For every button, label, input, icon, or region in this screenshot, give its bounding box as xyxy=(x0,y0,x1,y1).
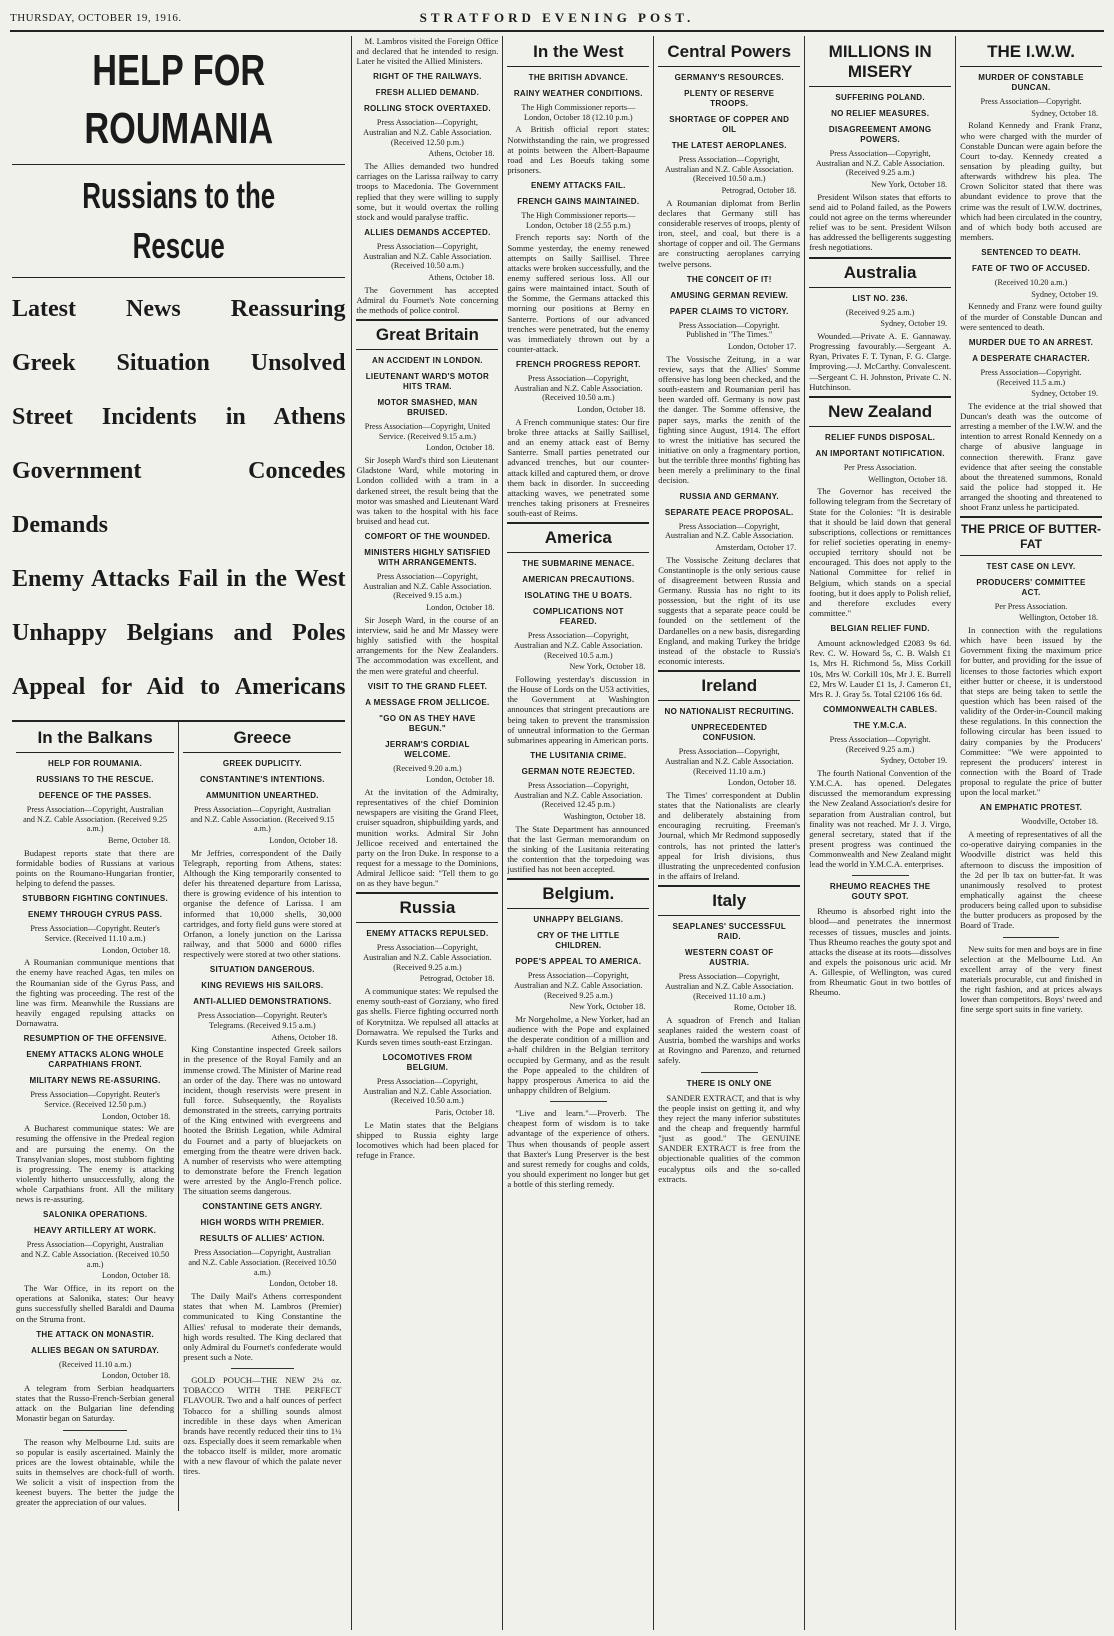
article-heading: KING REVIEWS HIS SAILORS. xyxy=(201,981,324,991)
article-heading: PLENTY OF RESERVE TROOPS. xyxy=(684,89,775,109)
article-heading: RIGHT OF THE RAILWAYS. xyxy=(373,72,482,82)
front-headline-column xyxy=(8,36,352,1630)
article-credit: Press Association—Copyright, Australian and N.Z. Cable Association. (Received 12.45 p.m.) xyxy=(514,780,643,810)
article-heading: SENTENCED TO DEATH. xyxy=(981,248,1081,258)
article-heading: ENEMY ATTACKS ALONG WHOLE CARPATHIANS FRONT. xyxy=(26,1050,164,1070)
article-dateline: Washington, October 18. xyxy=(563,811,646,821)
article-heading: ENEMY ATTACKS FAIL. xyxy=(530,181,626,191)
article-heading: MURDER DUE TO AN ARREST. xyxy=(968,337,1094,347)
article-heading: THE ATTACK ON MONASTIR. xyxy=(36,1329,155,1339)
article-heading: CONSTANTINE'S INTENTIONS. xyxy=(199,775,325,785)
section-title: Central Powers xyxy=(658,38,800,67)
article-dateline: London, October 18. xyxy=(102,1271,171,1281)
newspaper-title: STRATFORD EVENING POST. xyxy=(419,10,695,25)
advertisement-text: "Live and learn."—Proverb. The cheapest form of wisdom is to take advantage of the experience of others. Thus when thousands of people assert that Baxter's Lung Preserver is the best and surest remedy for coughs and colds, you should experiment no longer but get a bottle of this sterling remedy. xyxy=(507,1108,650,1190)
section-title: Australia xyxy=(809,257,951,288)
article-text: A Roumanian communique mentions that the enemy have reached Agas, ten miles on the Roumanian side of the Gyrus Pass, and the fighting was proceeding. The rest of the line was firm. Meanwhile the Russians are heavily engaged repulsing attacks on Dornawatra. xyxy=(16,957,175,1029)
article-text: The Vossische Zeitung, in a war review, says that the Allies' Somme offensive has long been checked, and the south-eastern and Roumanian peril has been warded off. Germany is now past the danger. The Somme offensive, the paper says, marks the zenith of the fighting since August, 1914. The effort to wrest the initiative has secured the initiative on only a fragmentary portion, but the terrible three months' fighting has been merely a preliminary to the final decision. xyxy=(658,353,801,486)
article-text: The Daily Mail's Athens correspondent states that when M. Lambros (Premier) communicated to King Constantine the Allies' refusal to moderate their demands, high words resulted. The King declared that only Admiral du Fournet's confederate would present such a Note. xyxy=(183,1291,342,1362)
article-heading: MOTOR SMASHED, MAN BRUISED. xyxy=(377,398,478,418)
article-dateline: New York, October 18. xyxy=(569,1002,646,1012)
divider xyxy=(701,1072,758,1073)
article-heading: THERE IS ONLY ONE xyxy=(686,1078,772,1088)
article-dateline: London, October 18. xyxy=(102,1371,171,1381)
article-dateline: Petrograd, October 18. xyxy=(419,974,495,984)
newspaper-columns xyxy=(8,36,1106,1630)
article-credit: Press Association—Copyright, Australian and N.Z. Cable Association. (Received 11.10 a.m.) xyxy=(664,747,794,776)
section-title: THE PRICE OF BUTTER-FAT xyxy=(960,516,1102,555)
article-credit: Press Association—Copyright. Published in "The Times." xyxy=(678,320,780,340)
article-heading: DEFENCE OF THE PASSES. xyxy=(38,791,152,801)
article-heading: THE BRITISH ADVANCE. xyxy=(528,73,628,83)
article-dateline: Amsterdam, October 17. xyxy=(715,542,797,552)
article-credit: Press Association—Copyright, Australian and N.Z. Cable Association. (Received 10.5 a.m.) xyxy=(514,631,643,660)
sub-headline: Appeal for Aid to Americans xyxy=(12,674,346,700)
article-credit: The High Commissioner reports— London, October 18 (2.55 p.m.) xyxy=(521,211,636,230)
article-heading: COMPLICATIONS NOT FEARED. xyxy=(532,607,624,627)
section-title: New Zealand xyxy=(809,396,951,427)
article-heading: UNHAPPY BELGIANS. xyxy=(533,915,624,925)
article-heading: AMMUNITION UNEARTHED. xyxy=(205,791,319,801)
section-title: Belgium. xyxy=(507,878,649,909)
article-dateline: Sydney, October 19. xyxy=(880,319,948,329)
article-heading: COMFORT OF THE WOUNDED. xyxy=(364,532,491,542)
article-credit: Press Association—Copyright, Australian and N.Z. Cable Association. (Received 12.50 p.m.) xyxy=(363,118,492,147)
greece-column xyxy=(179,722,345,1511)
article-credit: Press Association—Copyright, Australian and N.Z. Cable Association. (Received 9.15 a.m.) xyxy=(363,572,492,601)
section-title: America xyxy=(507,522,649,553)
section-title: Italy xyxy=(658,885,800,916)
article-heading: MINISTERS HIGHLY SATISFIED WITH ARRANGEMENTS. xyxy=(364,548,491,568)
divider xyxy=(852,875,909,876)
article-heading: SEPARATE PEACE PROPOSAL. xyxy=(664,507,794,517)
article-text: The Governor has received the following telegram from the Secretary of State for the Colonies: "It is desirable that it should be laid down that general subscriptions, collections or remittances for relief societies operating in enemy-occupied territory should not be encouraged. This does not apply to the National Committee for relief in Belgium, which stands on a special footing, but it does apply to Polish relief, and therefore excludes every committee." xyxy=(809,486,952,618)
article-heading: DISAGREEMENT AMONG POWERS. xyxy=(828,125,932,145)
article-heading: ENEMY THROUGH CYRUS PASS. xyxy=(27,910,163,920)
article-heading: VISIT TO THE GRAND FLEET. xyxy=(367,681,488,691)
article-text: Budapest reports state that there are formidable bodies of Russians at various points on the Roumano-Hungarian frontier, helping to defend the passes. xyxy=(16,847,175,889)
article-credit: Press Association—Copyright, Australian and N.Z. Cable Association. (Received 9.15 a.m.) xyxy=(190,805,335,834)
article-credit: Press Association—Copyright. (Received 11.5 a.m.) xyxy=(980,367,1082,387)
article-heading: THE LATEST AEROPLANES. xyxy=(671,141,787,151)
article-heading: LIST NO. 236. xyxy=(852,293,908,303)
article-dateline: Athens, October 18. xyxy=(271,1032,338,1042)
article-heading: GREEK DUPLICITY. xyxy=(222,759,302,769)
article-text: A communique states: We repulsed the enemy south-east of Gorziany, who fired gas shells. Fierce fighting occurred north of Korytnitza. We repulsed all attacks at Dornawatra. We repulsed the Turks and Kurds seven times south-east Erzingan. xyxy=(356,986,499,1047)
sub-headline: Greek Situation Unsolved xyxy=(12,350,346,376)
section-title: THE I.W.W. xyxy=(960,38,1102,67)
article-heading: HELP FOR ROUMANIA. xyxy=(48,759,143,769)
section-title: Greece xyxy=(183,724,341,753)
article-dateline: London, October 18. xyxy=(426,443,495,453)
article-credit: Press Association—Copyright, Australian and N.Z. Cable Association. (Received 10.50 a.m.) xyxy=(188,1248,337,1277)
article-credit: Press Association—Copyright, United Service. (Received 9.15 a.m.) xyxy=(364,422,491,441)
article-text: French reports say: North of the Somme yesterday, the enemy renewed attempts on Sailly Saillisel. Three attacks were broken successfully, and the enemy suffered serious loss. All our gains were maintained intact. South of the Somme, the Germans attacked this morning our positions at Berny en Santerre. Portions of our advanced trenches were penetrated, but the enemy was immediately thrown out by a counter-attack. xyxy=(507,232,650,354)
article-text: Mr Jeffries, correspondent of the Daily Telegraph, reporting from Athens, states: Although the King temporarily consented to defer his threatened departure from Larissa, there is growing evidence of his intention to organise the defence of Larissa. I am informed that 10,000 shells, 30,000 cartridges, and forty field guns were stored at Orfanon, a lonely junction on the Larissa railway, and that 5000 and 6000 rifles respectively were stored at two other stations. xyxy=(183,847,342,960)
article-heading: RESULTS OF ALLIES' ACTION. xyxy=(199,1234,325,1244)
article-text: Following yesterday's discussion in the House of Lords on the U53 activities, the Government at Washington announces that stringent precautions are being taken to prevent the transmission of unneutral information to the German submarines appearing in American ports. xyxy=(507,673,650,745)
article-text: The State Department has announced that the last German memorandum on the sinking of the Lusitania reiterating the contention that the torpedoing was justified has not been accepted. xyxy=(507,823,650,875)
article-credit: Press Association—Copyright, Australian and N.Z. Cable Association. (Received 9.25 a.m.) xyxy=(514,971,643,1000)
divider xyxy=(63,1430,126,1431)
advertisement-text: Rheumo is absorbed right into the blood—and penetrates the innermost recesses of tissues, muscles and joints. Thus Rheumo reaches the gouty spot and attacks the disease at its roots—dissolves and expels the poisonous uric acid. Mr A. Gillespie, of Wellington, was cured from Rheumatic Gout in two bottles of Rheumo. xyxy=(809,906,952,998)
main-headline: HELP FOR ROUMANIA xyxy=(84,46,274,153)
article-heading: FATE OF TWO OF ACCUSED. xyxy=(972,264,1091,274)
article-heading: AMERICAN PRECAUTIONS. xyxy=(522,575,635,585)
article-dateline: London, October 18. xyxy=(426,603,495,613)
article-text: In connection with the regulations which have been issued by the Government fixing the maximum price for butter, and providing for the issue of licenses to those factories which export either butter or cheese, it is understood that steps are being taken to settle the question which has been raised of the validity of the Order-in-Council making these regulations. In this connection the following circular has been issued to dairy companies by the Producers' Committee: "We were appointed to represent the producers' interest in connection with the Board of Trade proposal to regulate the price of butter upon the local market." xyxy=(960,625,1102,798)
article-credit: Press Association—Copyright, Australian and N.Z. Cable Association. (Received 11.10 a.m.) xyxy=(664,972,794,1001)
article-text: President Wilson states that efforts to send aid to Poland failed, as the Powers could not agree on the terms whereunder relief was to be sent. President Wilson has addressed the belligerents suggesting fresh negotiations. xyxy=(809,191,952,253)
article-credit: (Received 10.20 a.m.) xyxy=(994,278,1068,288)
column-6 xyxy=(805,36,956,1630)
article-heading: THE SUBMARINE MENACE. xyxy=(522,559,635,569)
masthead xyxy=(10,6,1104,32)
article-text: Kennedy and Franz were found guilty of the murder of Constable Duncan and were sentenced to death. xyxy=(960,301,1102,332)
article-heading: WESTERN COAST OF AUSTRIA. xyxy=(685,948,774,968)
article-credit: Press Association—Copyright. Reuter's Service. (Received 12.50 p.m.) xyxy=(30,1090,160,1109)
article-credit: Press Association—Copyright, Australian and N.Z. Cable Association. (Received 10.50 a.m.) xyxy=(363,241,492,271)
article-heading: AN ACCIDENT IN LONDON. xyxy=(372,356,483,366)
article-dateline: London, October 18. xyxy=(727,778,797,788)
article-heading: ALLIES DEMANDS ACCEPTED. xyxy=(364,227,491,237)
article-heading: ANTI-ALLIED DEMONSTRATIONS. xyxy=(193,997,332,1007)
divider xyxy=(1003,937,1060,938)
sub-headline: Street Incidents in Athens xyxy=(12,404,346,430)
article-heading: A MESSAGE FROM JELLICOE. xyxy=(365,697,490,707)
article-dateline: Sydney, October 19. xyxy=(880,756,948,766)
sub-headline: Government Concedes Demands xyxy=(12,458,346,538)
article-heading: NO RELIEF MEASURES. xyxy=(831,109,930,119)
article-heading: SUFFERING POLAND. xyxy=(835,93,925,103)
advertisement-text: GOLD POUCH—THE NEW 2¼ oz. TOBACCO WITH THE PERFECT FLAVOUR. Two and a half ounces of perfect Tobacco for a shilling sounds almost incredible in these days when American brands have recently reduced their tins to 1¼ ozs. Especially does it seem remarkable when the tobacco itself is milder, more aromatic with a new flavour of which the palate never tires. xyxy=(183,1375,342,1477)
section-title: In the West xyxy=(507,38,649,67)
article-text: A British official report states: Notwithstanding the rain, we progressed at points between the Albert-Bapaume road and Les Boeufs taking some prisoners. xyxy=(507,124,650,175)
article-heading: ISOLATING THE U BOATS. xyxy=(524,591,633,601)
section-title: Great Britain xyxy=(356,319,498,350)
article-dateline: New York, October 18. xyxy=(871,180,948,190)
article-heading: GERMAN NOTE REJECTED. xyxy=(521,766,636,776)
article-credit: Per Press Association. xyxy=(843,462,917,472)
article-text: King Constantine inspected Greek sailors in the presence of the Royal Family and an immense crowd. The Minister of Marine read an order of the day. There was no untoward incident, though reservists were present in full force. Subsequently, the Royalists demonstrated in the streets, carrying portraits of the King entwined with evergreens and hooted the British Legation, while Admiral du Fournet and a party of bluejackets on emerging from the theatre were driven back. A number of reservists who were attempting to demonstrate before the French legation were arrested by the Anglo-French police. The situation seems dangerous. xyxy=(183,1044,342,1197)
column-3 xyxy=(352,36,503,1630)
article-heading: ENEMY ATTACKS REPULSED. xyxy=(366,929,489,939)
article-heading: PAPER CLAIMS TO VICTORY. xyxy=(669,306,789,316)
balkans-column xyxy=(12,722,179,1511)
article-text: Sir Joseph Ward's third son Lieutenant Gladstone Ward, while motoring in London collided with a tram in a darkened street, the result being that the motor was smashed and Lieutenant Ward was taken to the hospital with his face bruised and head cut. xyxy=(356,455,499,526)
article-text: Amount acknowledged £2083 9s 6d. Rev. C. W. Howard 5s, C. B. Walsh £1 1s, Mrs H. Richmond 5s, Miss Corkill 10s, Mrs W. Corkill 10s, Mr J. E. Burrell £2, Mrs W. Lauder £1 1s, J. Cameron £1, Mrs R. J. Gray 5s. Total £2106 16s 6d. xyxy=(809,638,952,699)
article-text: The Government has accepted Admiral du Fournet's Note concerning the methods of police control. xyxy=(356,284,499,315)
article-text: A French communique states: Our fire broke three attacks at Sailly Saillisel, and an enemy attack east of Berny Santerre. Small parties penetrated our advanced trenches, but our counter-attack killed and captured them, or drove them back in disorder. In succeeding attacking waves, we penetrated some trenches taking prisoners at Fresneires south-east of Reims. xyxy=(507,416,650,519)
article-heading: SEAPLANES' SUCCESSFUL RAID. xyxy=(672,922,787,942)
article-heading: AMUSING GERMAN REVIEW. xyxy=(670,290,789,300)
article-heading: AN EMPHATIC PROTEST. xyxy=(979,803,1083,813)
article-heading: THE CONCEIT OF IT! xyxy=(686,274,772,284)
article-dateline: London, October 18. xyxy=(102,1111,171,1121)
article-heading: STUBBORN FIGHTING CONTINUES. xyxy=(22,894,168,904)
article-heading: FRESH ALLIED DEMAND. xyxy=(375,88,480,98)
article-heading: SITUATION DANGEROUS. xyxy=(209,965,315,975)
article-heading: PRODUCERS' COMMITTEE ACT. xyxy=(976,577,1086,597)
divider xyxy=(231,1368,294,1369)
article-text: The Times' correspondent at Dublin states that the Nationalists are clearly and deliberately abstaining from encouraging recruiting. Freeman's Journal, which Mr Redmond supposedly controls, has not printed the latter's appeal for Irish divisions, thus illustrating the unprecedented confusion in the affairs of Ireland. xyxy=(658,789,801,881)
article-text: The evidence at the trial showed that Duncan's death was the outcome of arresting a member of the I.W.W. and the intention to arrest Ronald Kennedy on a charge of abusive language in connection therewith. Franz gave evidence that after seeing the constable about the threatened summons, Ronald said the police had stopped it. He arranged the shooting and threatened to shoot Franz unless he participated. xyxy=(960,400,1102,513)
article-dateline: Woodville, October 18. xyxy=(1021,817,1098,827)
divider xyxy=(12,277,345,278)
article-heading: THE LUSITANIA CRIME. xyxy=(530,750,627,760)
column-4 xyxy=(503,36,654,1630)
article-dateline: Sydney, October 18. xyxy=(1031,108,1098,118)
article-heading: GERMANY'S RESOURCES. xyxy=(674,73,784,83)
article-heading: RUSSIANS TO THE RESCUE. xyxy=(36,775,154,785)
article-text: Roland Kennedy and Frank Franz, who were charged with the murder of Constable Duncan were again before the Court to-day. Kennedy created a sensation by pleading guilty, but afterwards withdrew his plea. The Crown Solicitor stated that there was abundant evidence to prove that the crime was the result of I.W.W. doctrines, which had been circulated in the country, and of which body both accused are members. xyxy=(960,120,1102,242)
article-text: Wounded.—Private A. E. Gannaway. Progressing favourably.—Sergeant A. Ryan, Privates F. T. Tynan, F. G. Clarge. Improving.—J. McCarthy. Convalescent.—Sergeant C. H. Johnston, Private C. N. Hutchinson. xyxy=(809,331,952,392)
article-heading: CONSTANTINE GETS ANGRY. xyxy=(202,1202,323,1212)
advertisement-text: New suits for men and boys are in fine selection at the Melbourne Ltd. An excellent array of the very finest materials procurable, cut and finished in the right fashion, and at prices always lower than competitors. Boys' tweed and fine serge sport suits in fine variety. xyxy=(960,943,1102,1015)
article-heading: POPE'S APPEAL TO AMERICA. xyxy=(515,957,642,967)
article-dateline: Sydney, October 19. xyxy=(1031,389,1098,399)
article-dateline: London, October 18. xyxy=(269,836,338,846)
divider xyxy=(12,164,345,165)
article-credit: Press Association—Copyright, Australian and N.Z. Cable Association. (Received 9.25 a.m.) xyxy=(815,149,945,178)
section-title: MILLIONS IN MISERY xyxy=(809,38,951,87)
article-heading: FRENCH GAINS MAINTAINED. xyxy=(517,197,640,207)
article-heading: BELGIAN RELIEF FUND. xyxy=(830,624,930,634)
article-heading: FRENCH PROGRESS REPORT. xyxy=(515,360,641,370)
article-dateline: London, October 18. xyxy=(102,945,171,955)
article-heading: ROLLING STOCK OVERTAXED. xyxy=(363,104,491,114)
article-dateline: Athens, October 18. xyxy=(428,149,495,159)
article-credit: Press Association—Copyright, Australian and N.Z. Cable Association. (Received 9.25 a.m.) xyxy=(363,943,492,972)
article-heading: RELIEF FUNDS DISPOSAL. xyxy=(825,432,936,442)
second-headline: Russians to the Rescue xyxy=(82,175,276,266)
article-credit: Per Press Association. xyxy=(994,601,1068,611)
column-7 xyxy=(956,36,1106,1630)
article-text: The fourth National Convention of the Y.M.C.A. has opened. Delegates discussed the memorandum expressing the New Zealand Association's desire for separation from Australian control, but finality was not reached. Mr J. J. Virgo, general secretary, stated that if the present progress was continued the Commonwealth and New Zealand might lead the world in Y.M.C.A. enterprises. xyxy=(809,767,952,870)
article-credit: (Received 9.20 a.m.) xyxy=(393,763,462,773)
article-text: A Bucharest communique states: We are resuming the offensive in the Predeal region and are pursuing the enemy. On the Transylvanian slopes, most stubborn fighting is progressing. The enemy is attacking violently hitherto unsuccessfully, along the whole Carpathians front. All the military news is re-assuring. xyxy=(16,1123,175,1205)
article-heading: SALONIKA OPERATIONS. xyxy=(43,1210,148,1220)
article-text: A telegram from Serbian headquarters states that the Russo-French-Serbian general attack on the Bulgarian line defending Monastir began on Saturday. xyxy=(16,1383,175,1424)
sub-headline: Latest News Reassuring xyxy=(12,296,346,322)
article-text: A meeting of representatives of all the co-operative dairying companies in the Woodville district was held this afternoon to discuss the imposition of the 2d per lb tax on butter-fat. It was unanimously resolved to protest emphatically against the cheese producers being called upon to subsidise the butter producers as proposed by the Board of Trade. xyxy=(960,829,1102,931)
article-heading: ALLIES BEGAN ON SATURDAY. xyxy=(31,1345,160,1355)
article-dateline: Berne, October 18. xyxy=(107,836,171,846)
article-text: A Roumanian diplomat from Berlin declares that Germany still has considerable reserves of troops, plenty of iron, steel, and coal, but there is a shortage of copper and oil. The Germans are constructing aeroplanes carrying twelve persons. xyxy=(658,197,801,269)
article-heading: HEAVY ARTILLERY AT WORK. xyxy=(34,1226,157,1236)
article-heading: "GO ON AS THEY HAVE BEGUN." xyxy=(379,713,476,733)
article-credit: Press Association—Copyright. (Received 9.25 a.m.) xyxy=(829,734,931,754)
article-credit: Press Association—Copyright, Australian and N.Z. Cable Association. (Received 10.50 a.m.) xyxy=(363,1076,492,1106)
article-text: The Allies demanded two hundred carriages on the Larissa railway to carry troops to Macedonia. The Government replied that they were willing to supply some, but it would overtax the rolling stock and would paralyse traffic. xyxy=(356,161,499,222)
article-credit: The High Commissioner reports— London, October 18 (12.10 p.m.) xyxy=(521,103,636,122)
article-heading: HIGH WORDS WITH PREMIER. xyxy=(200,1218,325,1228)
article-heading: RUSSIA AND GERMANY. xyxy=(679,491,779,501)
section-title: Russia xyxy=(356,892,498,923)
article-text: The War Office, in its report on the operations at Salonika, states: Our heavy guns successfully shelled Baraldi and Dauma on the Struma front. xyxy=(16,1283,175,1324)
article-text: A squadron of French and Italian seaplanes raided the western coast of Austria, bombed the warships and works at Rovingno and Parenzo, and returned safely. xyxy=(658,1014,801,1066)
advertisement-text: SANDER EXTRACT, and that is why the people insist on getting it, and why they reject the many inferior substitutes and the cheap and frequently harmful "just as good." The GENUINE SANDER EXTRACT is free from the objectionable qualities of the common eucalyptus oils and the so-called extracts. xyxy=(658,1092,801,1184)
article-credit: Press Association—Copyright. Reuter's Telegrams. (Received 9.15 a.m.) xyxy=(197,1011,328,1030)
article-heading: LIEUTENANT WARD'S MOTOR HITS TRAM. xyxy=(365,372,490,392)
article-dateline: Wellington, October 18. xyxy=(1019,613,1098,623)
article-heading: THE Y.M.C.A. xyxy=(853,720,907,730)
sub-headline: Unhappy Belgians and Poles xyxy=(12,620,346,646)
article-credit: Press Association—Copyright, Australian and N.Z. Cable Association. (Received 10.50 a.m.) xyxy=(514,374,643,403)
article-text: Mr Norgeholme, a New Yorker, had an audience with the Pope and explained the desperate condition of a million and a-half children in the Belgian territory occupied by Germany, and as the result the Pope appealed to the children of happy prosperous America to aid the unhappy children of Belgium. xyxy=(507,1014,650,1096)
article-dateline: London, October 18. xyxy=(426,775,495,785)
article-heading: RESUMPTION OF THE OFFENSIVE. xyxy=(23,1034,167,1044)
article-text: Sir Joseph Ward, in the course of an interview, said he and Mr Massey were highly satisfied with the hospital arrangements for the New Zealanders. The accommodation was excellent, and the men were grateful and cheerful. xyxy=(356,614,499,676)
article-credit: Press Association—Copyright. Reuter's Service. (Received 11.10 a.m.) xyxy=(30,924,160,943)
article-dateline: Rome, October 18. xyxy=(733,1003,797,1013)
section-title: Ireland xyxy=(658,670,800,701)
article-heading: MILITARY NEWS RE-ASSURING. xyxy=(29,1076,161,1086)
issue-date: THURSDAY, OCTOBER 19, 1916. xyxy=(10,12,182,24)
article-credit: Press Association—Copyright, Australian and N.Z. Cable Association. (Received 9.25 a.m.) xyxy=(23,805,168,834)
article-dateline: London, October 18. xyxy=(269,1279,338,1289)
article-heading: SHORTAGE OF COPPER AND OIL xyxy=(669,115,790,135)
article-text: Le Matin states that the Belgians shipped to Russia eighty large locomotives which had been placed for refuge in France. xyxy=(356,1119,499,1161)
divider xyxy=(550,1101,607,1102)
article-dateline: Sydney, October 19. xyxy=(1031,289,1098,299)
article-dateline: Athens, October 18. xyxy=(428,272,495,282)
article-heading: TEST CASE ON LEVY. xyxy=(986,561,1076,571)
article-dateline: Wellington, October 18. xyxy=(868,474,948,484)
article-dateline: London, October 17. xyxy=(727,342,797,352)
article-heading: AN IMPORTANT NOTIFICATION. xyxy=(815,448,945,458)
article-text: The Vossische Zeitung declares that Constantinople is the only serious cause of disagreement between Russia and Germany. Russia has no right to its possession, but the right of its use suggests that a separate peace could be founded on the settlement of the Dardanelles on a new basis, disregarding England, and making Turkey the bridge instead of the obstacle to Russia's economic interests. xyxy=(658,554,801,666)
article-heading: CRY OF THE LITTLE CHILDREN. xyxy=(537,931,620,951)
advertisement-text: The reason why Melbourne Ltd. suits are so popular is easily ascertained. Mainly the prices are the lowest obtainable, while the suits in themselves are chock-full of worth. We solicit a visit of inspection from the keenest buyers. The better the judge the greater the appreciation of our values. xyxy=(16,1436,175,1508)
article-heading: LOCOMOTIVES FROM BELGIUM. xyxy=(382,1052,473,1072)
front-subcolumns xyxy=(12,720,345,1511)
article-credit: Press Association—Copyright, Australian and N.Z. Cable Association. (Received 10.50 a.m.) xyxy=(664,155,794,184)
article-credit: (Received 9.25 a.m.) xyxy=(845,307,915,317)
column-5 xyxy=(654,36,805,1630)
article-heading: A DESPERATE CHARACTER. xyxy=(972,353,1090,363)
article-credit: (Received 11.10 a.m.) xyxy=(59,1359,132,1369)
article-heading: RHEUMO REACHES THE GOUTY SPOT. xyxy=(829,882,931,902)
sub-headline: Enemy Attacks Fail in the West xyxy=(12,566,346,592)
article-text: M. Lambros visited the Foreign Office and declared that he intended to resign. Later he visited the Allied Ministers. xyxy=(356,36,499,67)
article-heading: RAINY WEATHER CONDITIONS. xyxy=(513,89,643,99)
article-dateline: New York, October 18. xyxy=(569,662,646,672)
article-credit: Press Association—Copyright, Australian and N.Z. Cable Association. xyxy=(664,521,794,541)
article-credit: Press Association—Copyright, Australian and N.Z. Cable Association. (Received 10.50 a.m.) xyxy=(21,1240,170,1269)
article-dateline: Petrograd, October 18. xyxy=(721,186,797,196)
article-credit: Press Association—Copyright. xyxy=(980,97,1082,107)
article-heading: NO NATIONALIST RECRUITING. xyxy=(664,707,794,717)
article-heading: COMMONWEALTH CABLES. xyxy=(822,704,938,714)
article-heading: UNPRECEDENTED CONFUSION. xyxy=(691,723,768,743)
article-text: At the invitation of the Admiralty, representatives of the chief Dominion newspapers are visiting the Grand Fleet, cruiser squadron, shipbuilding yards, and munition works. Admiral Sir John Jellicoe received and entertained the party on the Iron Duke. In response to a request for a message to the Dominions, Admiral Jellicoe said: "Tell them to go on as they have begun." xyxy=(356,786,499,889)
article-heading: JERRAM'S CORDIAL WELCOME. xyxy=(385,739,470,759)
article-heading: MURDER OF CONSTABLE DUNCAN. xyxy=(978,73,1084,93)
article-dateline: Paris, October 18. xyxy=(435,1107,495,1117)
article-dateline: London, October 18. xyxy=(577,405,646,415)
section-title: In the Balkans xyxy=(16,724,174,753)
